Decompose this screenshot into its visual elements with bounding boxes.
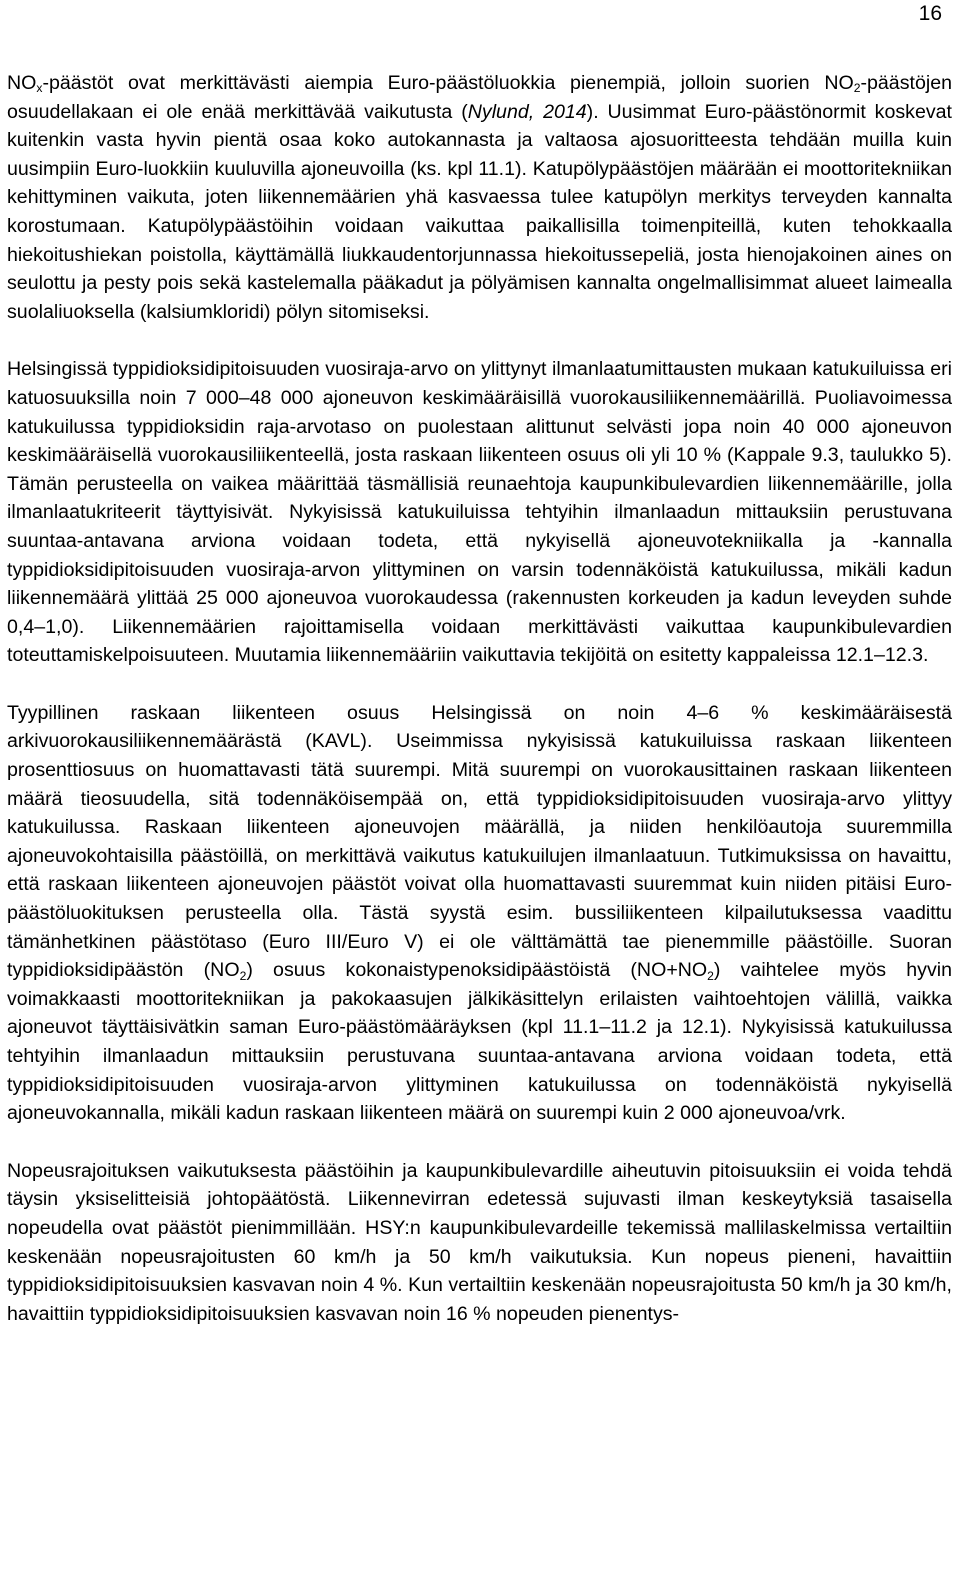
- document-body: [7, 69, 952, 1328]
- subscript: 2: [853, 81, 861, 96]
- paragraph-text: ) osuus kokonaistypenoksidipäästöistä (NO+NO: [246, 959, 708, 982]
- subscript: 2: [239, 968, 247, 983]
- subscript: x: [36, 81, 43, 96]
- paragraph: [7, 1157, 952, 1329]
- paragraph-text: Helsingissä typpidioksidipitoisuuden vuosiraja-arvo on ylittynyt ilmanlaatumittausten mukaan katukuiluissa eri katuosuuksilla noin 7 000–48 000 ajoneuvon keskimääräisillä vuorokausiliikennemäärillä. Puoliavoimessa katukuilussa typpidioksidin raja-arvotaso on puolestaan alittunut selvästi jopa noin 40 000 ajoneuvon keskimääräisellä vuorokausiliikenteellä, josta raskaan liikenteen osuus oli yli 10 % (Kappale 9.3, taulukko 5). Tämän perusteella on vaikea määrittää täsmällisiä reunaehtoja kaupunkibulevardien liikennemäärille, jolla ilmanlaatukriteerit täyttyisivät. Nykyisissä katukuiluissa tehtyihin ilmanlaadun mittauksiin perustuvana suuntaa-antavana arviona voidaan todeta, että nykyisellä ajoneuvotekniikalla ja -kannalla typpidioksidipitoisuuden vuosiraja-arvon ylittyminen on varsin todennäköistä katukuilussa, mikäli kadun liikennemäärä ylittää 25 000 ajoneuvoa vuorokaudessa (rakennusten korkeuden ja kadun leveyden suhde 0,4–1,0). Liikennemäärien rajoittamisella voidaan merkittävästi vaikuttaa kaupunkibulevardien toteuttamiskelpoisuuteen. Muutamia liikennemääriin vaikuttavia tekijöitä on esitetty kappaleissa 12.1–12.3.: [7, 358, 952, 667]
- paragraph: [7, 69, 952, 326]
- paragraph-text: Nopeusrajoituksen vaikutuksesta päästöihin ja kaupunkibulevardille aiheutuvin pitoisuuksiin ei voida tehdä täysin yksiselitteisiä johtopäätöstä. Liikennevirran edetessä sujuvasti ilman keskeytyksiä tasaisella nopeudella ovat päästöt pienimmillään. HSY:n kaupunkibulevardeille tekemissä mallilaskelmissa vertailtiin keskenään nopeusrajoitusten 60 km/h ja 50 km/h vaikutuksia. Kun nopeus pieneni, havaittiin typpidioksidipitoisuuksien kasvavan noin 4 %. Kun vertailtiin keskenään nopeusrajoitusta 50 km/h ja 30 km/h, havaittiin typpidioksidipitoisuuksien kasvavan noin 16 % nopeuden pienentys-: [7, 1159, 952, 1325]
- subscript: 2: [707, 968, 714, 983]
- paragraph-text: -päästöt ovat merkittävästi aiempia Euro-päästöluokkia pienempiä, jolloin suorien NO: [42, 72, 854, 94]
- paragraph-text: NO: [7, 72, 37, 94]
- citation-text: Nylund, 2014: [467, 100, 587, 123]
- paragraph-text: -päästöjen osuudellakaan ei ole enää merkittävää vaikutusta (: [7, 72, 952, 123]
- paragraph: [7, 355, 952, 670]
- paragraph: [7, 699, 952, 1128]
- paragraph-text: ) vaihtelee myös hyvin voimakkaasti moottoritekniikan ja pakokaasujen jälkikäsittelyn erilaisten vaihtoehtojen välillä, vaikka ajoneuvot täyttäisivätkin saman Euro-päästömääräyksen (kpl 11.1–11.2 ja 12.1). Nykyisissä katukuilussa tehtyihin ilmanlaadun mittauksiin perustuvana suuntaa-antavana arviona voidaan todeta, että typpidioksidipitoisuuden vuosiraja-arvon ylittyminen katukuilussa on todennäköistä nykyisellä ajoneuvokannalla, mikäli kadun raskaan liikenteen määrä on suurempi kuin 2 000 ajoneuvoa/vrk.: [7, 959, 953, 1125]
- paragraph-text: ). Uusimmat Euro-päästönormit koskevat kuitenkin vasta hyvin pientä osaa koko autokannasta ja valtaosa ajosuoritteesta tehdään muilla kuin uusimpiin Euro-luokkiin kuuluvilla ajoneuvoilla (ks. kpl 11.1). Katupölypäästöjen määrään ei moottoritekniikan kehittyminen vaikuta, joten liikennemäärien yhä kasvaessa tulee katupölyn merkitys terveyden kannalta korostumaan. Katupölypäästöihin voidaan vaikuttaa paikallisilla toimenpiteillä, kuten tehokkaalla hiekoitushiekan poistolla, käyttämällä liukkaudentorjunnassa hiekoitussepeliä, josta hienojakoinen aines on seulottu ja pesty pois sekä kastelemalla pääkadut ja pölyämisen kannalta ongelmallisimmat alueet laimealla suolaliuoksella (kalsiumkloridi) pölyn sitomiseksi.: [7, 100, 953, 323]
- page-number: 16: [918, 2, 942, 25]
- paragraph-text: Tyypillinen raskaan liikenteen osuus Helsingissä on noin 4–6 % keskimääräisestä arkivuorokausiliikennemäärästä (KAVL). Useimmissa nykyisissä katukuiluissa raskaan liikenteen prosenttiosuus on huomattavasti tätä suurempi. Mitä suurempi on vuorokausittainen raskaan liikenteen määrä tieosuudella, sitä todennäköisempää on, että typpidioksidipitoisuuden vuosiraja-arvo ylittyy katukuilussa. Raskaan liikenteen ajoneuvojen määrällä, ja niiden henkilöautoja suuremmilla ajoneuvokohtaisilla päästöillä, on merkittävä vaikutus katukuilujen ilmanlaatuun. Tutkimuksissa on havaittu, että raskaan liikenteen ajoneuvojen päästöt voivat olla huomattavasti suuremmat kuin niiden pitäisi Euro-päästöluokituksen perusteella olla. Tästä syystä esim. bussiliikenteen kilpailutuksessa vaadittu tämänhetkinen päästötaso (Euro III/Euro V) ei ole välttämättä tae pienemmille päästöille. Suoran typpidioksidipäästön (NO: [7, 701, 952, 982]
